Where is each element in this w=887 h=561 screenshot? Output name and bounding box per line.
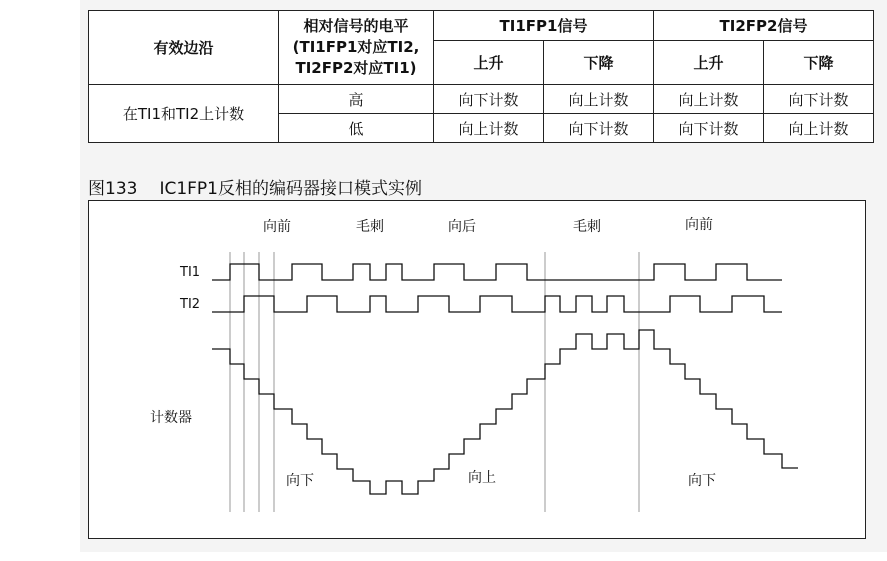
label-backward: 向后 xyxy=(448,219,476,235)
table-cell: 向下计数 xyxy=(544,114,654,143)
figure-title: IC1FP1反相的编码器接口模式实例 xyxy=(159,179,422,199)
table-cell: 向上计数 xyxy=(654,85,764,114)
header-relative-level-line2: (TI1FP1对应TI2, xyxy=(292,38,420,56)
header-relative-level xyxy=(279,11,434,85)
table-cell: 向上计数 xyxy=(764,114,874,143)
header-ti2fp2-falling: 下降 xyxy=(764,41,874,85)
figure-caption xyxy=(88,174,422,199)
level-low: 低 xyxy=(279,114,434,143)
label-count-up: 向上 xyxy=(468,470,496,486)
header-ti1fp1-falling: 下降 xyxy=(544,41,654,85)
label-glitch-2: 毛刺 xyxy=(573,219,601,235)
row-edge-label: 在TI1和TI2上计数 xyxy=(89,85,279,143)
diagram-frame xyxy=(89,201,866,539)
label-ti2: TI2 xyxy=(180,297,201,312)
header-ti1fp1-rising: 上升 xyxy=(434,41,544,85)
header-ti2fp2: TI2FP2信号 xyxy=(654,11,874,41)
header-relative-level-line3: TI2FP2对应TI1) xyxy=(295,59,417,77)
table-cell: 向下计数 xyxy=(654,114,764,143)
encoder-counting-table xyxy=(88,10,874,143)
level-high: 高 xyxy=(279,85,434,114)
label-counter: 计数器 xyxy=(150,410,192,426)
label-count-down-1: 向下 xyxy=(286,473,314,489)
label-forward-2: 向前 xyxy=(685,217,713,233)
label-ti1: TI1 xyxy=(180,265,201,280)
header-ti2fp2-rising: 上升 xyxy=(654,41,764,85)
label-count-down-2: 向下 xyxy=(688,473,716,489)
label-glitch-1: 毛刺 xyxy=(356,219,384,235)
table-cell: 向下计数 xyxy=(764,85,874,114)
table-cell: 向上计数 xyxy=(434,114,544,143)
label-forward-1: 向前 xyxy=(263,219,291,235)
encoder-timing-diagram xyxy=(88,200,868,540)
figure-number: 图133 xyxy=(88,179,138,199)
header-ti1fp1: TI1FP1信号 xyxy=(434,11,654,41)
header-relative-level-line1: 相对信号的电平 xyxy=(303,17,409,35)
table-cell: 向下计数 xyxy=(434,85,544,114)
header-active-edge: 有效边沿 xyxy=(89,11,279,85)
table-cell: 向上计数 xyxy=(544,85,654,114)
